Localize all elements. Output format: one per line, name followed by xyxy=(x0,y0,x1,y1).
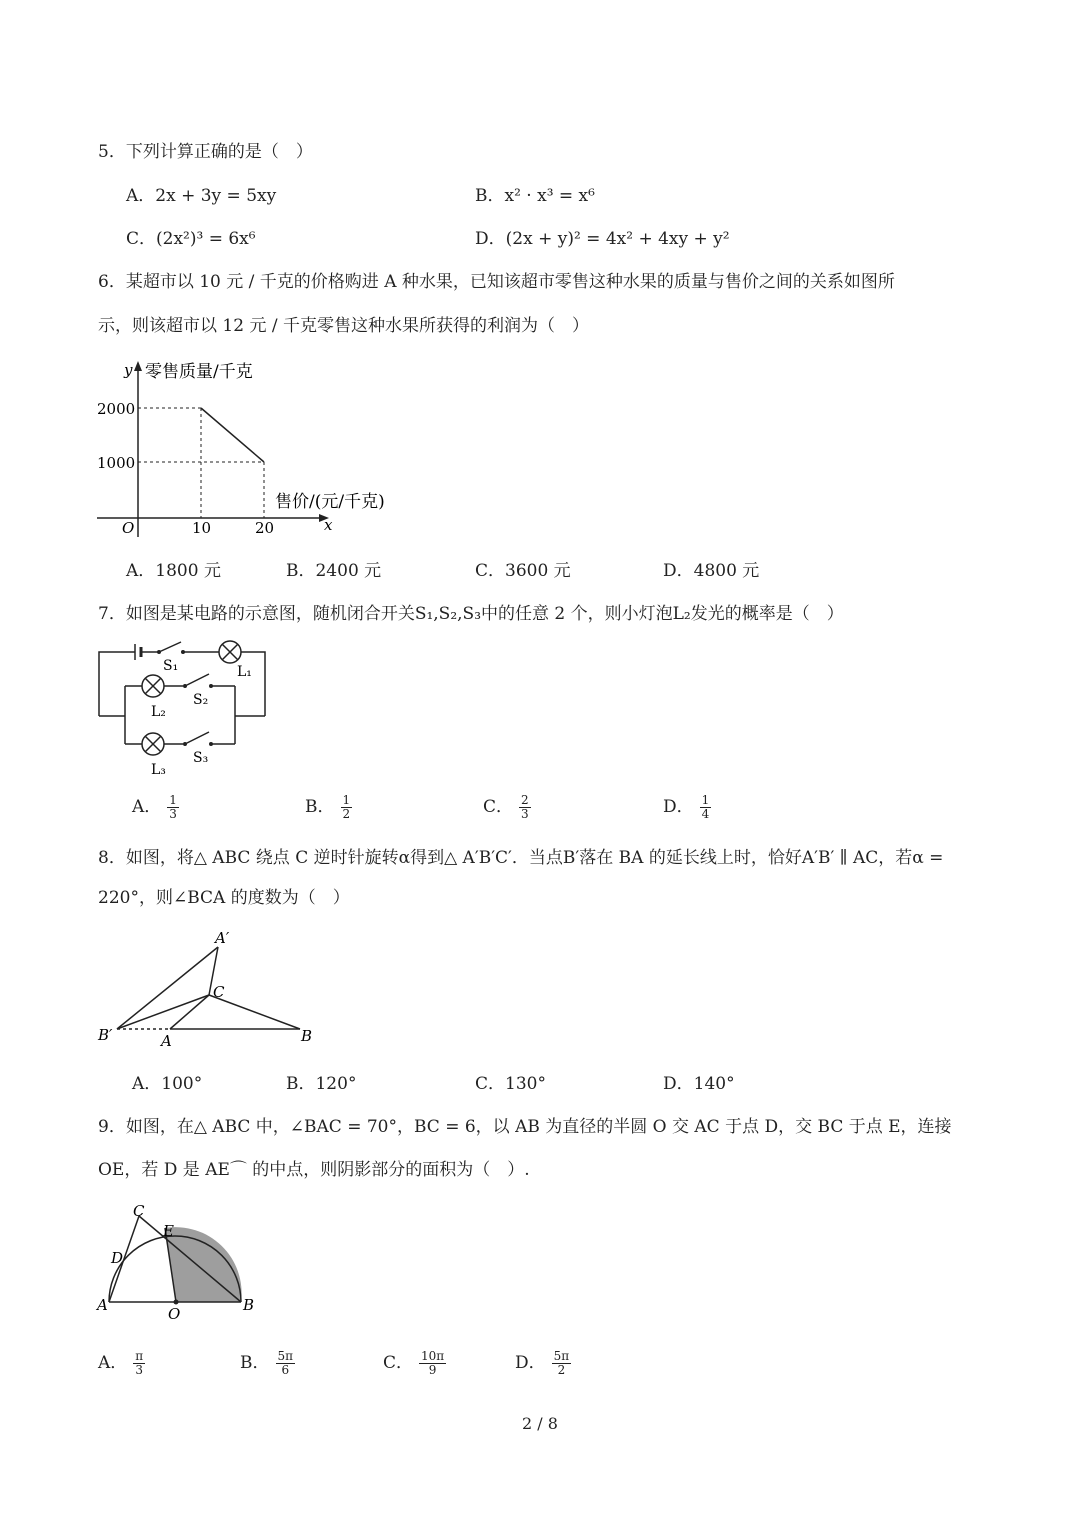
q8-seg-ca xyxy=(170,995,209,1029)
q6-origin: O xyxy=(122,519,135,537)
q7-stem: 7．如图是某电路的示意图，随机闭合开关S₁,S₂,S₃中的任意 2 个，则小灯泡L₂发光的概率是（ ） xyxy=(98,604,844,624)
q9-figure xyxy=(95,1200,265,1325)
q9-label-b: B xyxy=(243,1296,255,1314)
q6-ytick-1000: 1000 xyxy=(97,454,136,472)
q6-option-a: A．1800 元 xyxy=(126,561,221,581)
q9-label-o: O xyxy=(168,1305,181,1323)
q7-b-num: 1 xyxy=(342,793,351,807)
q7-d-den: 4 xyxy=(701,807,710,821)
q9-option-a-label: A． xyxy=(98,1353,128,1373)
q8-label-b: B xyxy=(301,1027,313,1045)
q9-option-b-fraction xyxy=(276,1350,296,1377)
q9-a-num: π xyxy=(135,1349,144,1363)
q7-s1-dot xyxy=(157,650,161,654)
q8-option-c: C．130° xyxy=(475,1074,546,1094)
q9-stem-line1: 9．如图，在△ ABC 中，∠BAC = 70°，BC = 6，以 AB 为直径的半圆 O 交 AC 于点 D，交 BC 于点 E，连接 xyxy=(98,1117,952,1137)
q9-d-num: 5π xyxy=(553,1349,570,1363)
q7-wire-left xyxy=(99,652,135,716)
q6-stem-line1: 6．某超市以 10 元 / 千克的价格购进 A 种水果，已知该超市零售这种水果的质量与售价之间的关系如图所 xyxy=(98,272,895,292)
q7-a-num: 1 xyxy=(169,793,177,807)
q7-s3-dot xyxy=(183,742,187,746)
q9-option-b xyxy=(240,1350,295,1377)
q7-label-l2: L₂ xyxy=(151,704,166,720)
q9-stem-line2: OE，若 D 是 AE⌒ 的中点，则阴影部分的面积为（ ）. xyxy=(98,1160,530,1180)
q9-label-a: A xyxy=(97,1296,108,1314)
q9-label-e: E xyxy=(163,1222,174,1240)
q7-option-d xyxy=(663,794,711,821)
q6-ytick-2000: 2000 xyxy=(97,400,136,418)
q7-s1-dot2 xyxy=(181,650,185,654)
q9-option-d-fraction xyxy=(552,1350,572,1377)
page-number: 2 / 8 xyxy=(522,1414,558,1433)
q7-label-s1: S₁ xyxy=(163,658,179,674)
q6-stem-line2: 示，则该超市以 12 元 / 千克零售这种水果所获得的利润为（ ） xyxy=(98,316,589,336)
q7-s2-dot xyxy=(183,684,187,688)
q7-option-c-label: C． xyxy=(483,797,514,817)
q5-option-d: D．(2x + y)² = 4x² + 4xy + y² xyxy=(475,229,730,249)
q9-option-a xyxy=(98,1350,145,1377)
q8-seg-a'b' xyxy=(117,947,218,1029)
q6-option-b: B．2400 元 xyxy=(286,561,382,581)
q7-option-c-fraction xyxy=(519,794,531,821)
q7-c-den: 3 xyxy=(521,807,529,821)
q9-c-den: 9 xyxy=(428,1363,437,1377)
q7-option-b-label: B． xyxy=(305,797,335,817)
q9-label-d: D xyxy=(111,1249,124,1267)
q9-option-a-fraction xyxy=(133,1350,145,1377)
q7-label-l3: L₃ xyxy=(151,762,166,778)
q8-label-c: C xyxy=(213,983,225,1001)
q7-option-a-label: A． xyxy=(132,797,162,817)
q7-s3-dot2 xyxy=(209,742,213,746)
q6-option-d: D．4800 元 xyxy=(663,561,760,581)
q9-d-den: 2 xyxy=(557,1363,566,1377)
q9-option-c-fraction xyxy=(419,1350,446,1377)
q7-c-num: 2 xyxy=(521,793,529,807)
q7-option-c xyxy=(483,794,531,821)
q8-label-a: A xyxy=(161,1032,172,1050)
q6-option-c: C．3600 元 xyxy=(475,561,571,581)
q6-y-arrow xyxy=(134,361,142,371)
q6-xtick-20: 20 xyxy=(255,519,275,537)
q7-label-s3: S₃ xyxy=(193,750,209,766)
q9-b-num: 5π xyxy=(277,1349,294,1363)
q7-option-a xyxy=(132,794,179,821)
q9-center-dot xyxy=(174,1300,179,1305)
q9-b-den: 6 xyxy=(281,1363,290,1377)
q9-option-d-label: D． xyxy=(515,1353,546,1373)
q9-option-d xyxy=(515,1350,571,1377)
q6-xtick-10: 10 xyxy=(192,519,212,537)
q7-switch-s1 xyxy=(159,642,181,652)
q6-y-symbol: y xyxy=(124,361,133,379)
q7-option-d-fraction xyxy=(700,794,712,821)
q8-figure xyxy=(95,925,325,1050)
q7-switch-s3 xyxy=(185,732,209,744)
q7-option-b xyxy=(305,794,352,821)
q9-c-num: 10π xyxy=(421,1349,445,1363)
q9-option-c-label: C． xyxy=(383,1353,414,1373)
q5-option-c: C．(2x²)³ = 6x⁶ xyxy=(126,229,256,249)
q7-option-d-label: D． xyxy=(663,797,694,817)
q9-a-den: 3 xyxy=(135,1363,144,1377)
q9-label-c: C xyxy=(133,1202,145,1220)
q8-label-b-prime: B′ xyxy=(98,1026,113,1044)
q7-option-b-fraction xyxy=(341,794,353,821)
q5-option-a: A．2x + 3y = 5xy xyxy=(126,186,277,206)
q8-option-a: A．100° xyxy=(132,1074,203,1094)
q7-option-a-fraction xyxy=(167,794,179,821)
q8-stem-line1: 8．如图，将△ ABC 绕点 C 逆时针旋转α得到△ A′B′C′．当点B′落在 BA 的延长线上时，恰好A′B′ ∥ AC，若α = xyxy=(98,848,944,868)
q6-x-symbol: x xyxy=(324,516,333,534)
q7-b-den: 2 xyxy=(342,807,351,821)
q7-label-l1: L₁ xyxy=(237,664,252,680)
q7-circuit xyxy=(95,632,275,782)
q6-x-label: 售价/(元/千克) xyxy=(275,492,385,512)
q5-stem: 5．下列计算正确的是（ ） xyxy=(98,142,313,162)
q6-y-label: 零售质量/千克 xyxy=(145,362,253,382)
q9-option-c xyxy=(383,1350,446,1377)
q8-option-d: D．140° xyxy=(663,1074,735,1094)
q8-stem-line2: 220°，则∠BCA 的度数为（ ） xyxy=(98,888,350,908)
q7-label-s2: S₂ xyxy=(193,692,209,708)
q7-switch-s2 xyxy=(185,674,209,686)
q9-option-b-label: B． xyxy=(240,1353,270,1373)
q8-option-b: B．120° xyxy=(286,1074,357,1094)
q8-label-a-prime: A′ xyxy=(215,929,230,947)
q7-d-num: 1 xyxy=(701,793,710,807)
q7-s2-dot2 xyxy=(209,684,213,688)
q8-seg-b'c xyxy=(117,995,209,1029)
q6-graph xyxy=(95,355,415,545)
q5-option-b: B．x² · x³ = x⁶ xyxy=(475,186,595,206)
q7-wire-right xyxy=(241,652,265,716)
q6-graph-line xyxy=(201,408,264,462)
q7-a-den: 3 xyxy=(169,807,177,821)
